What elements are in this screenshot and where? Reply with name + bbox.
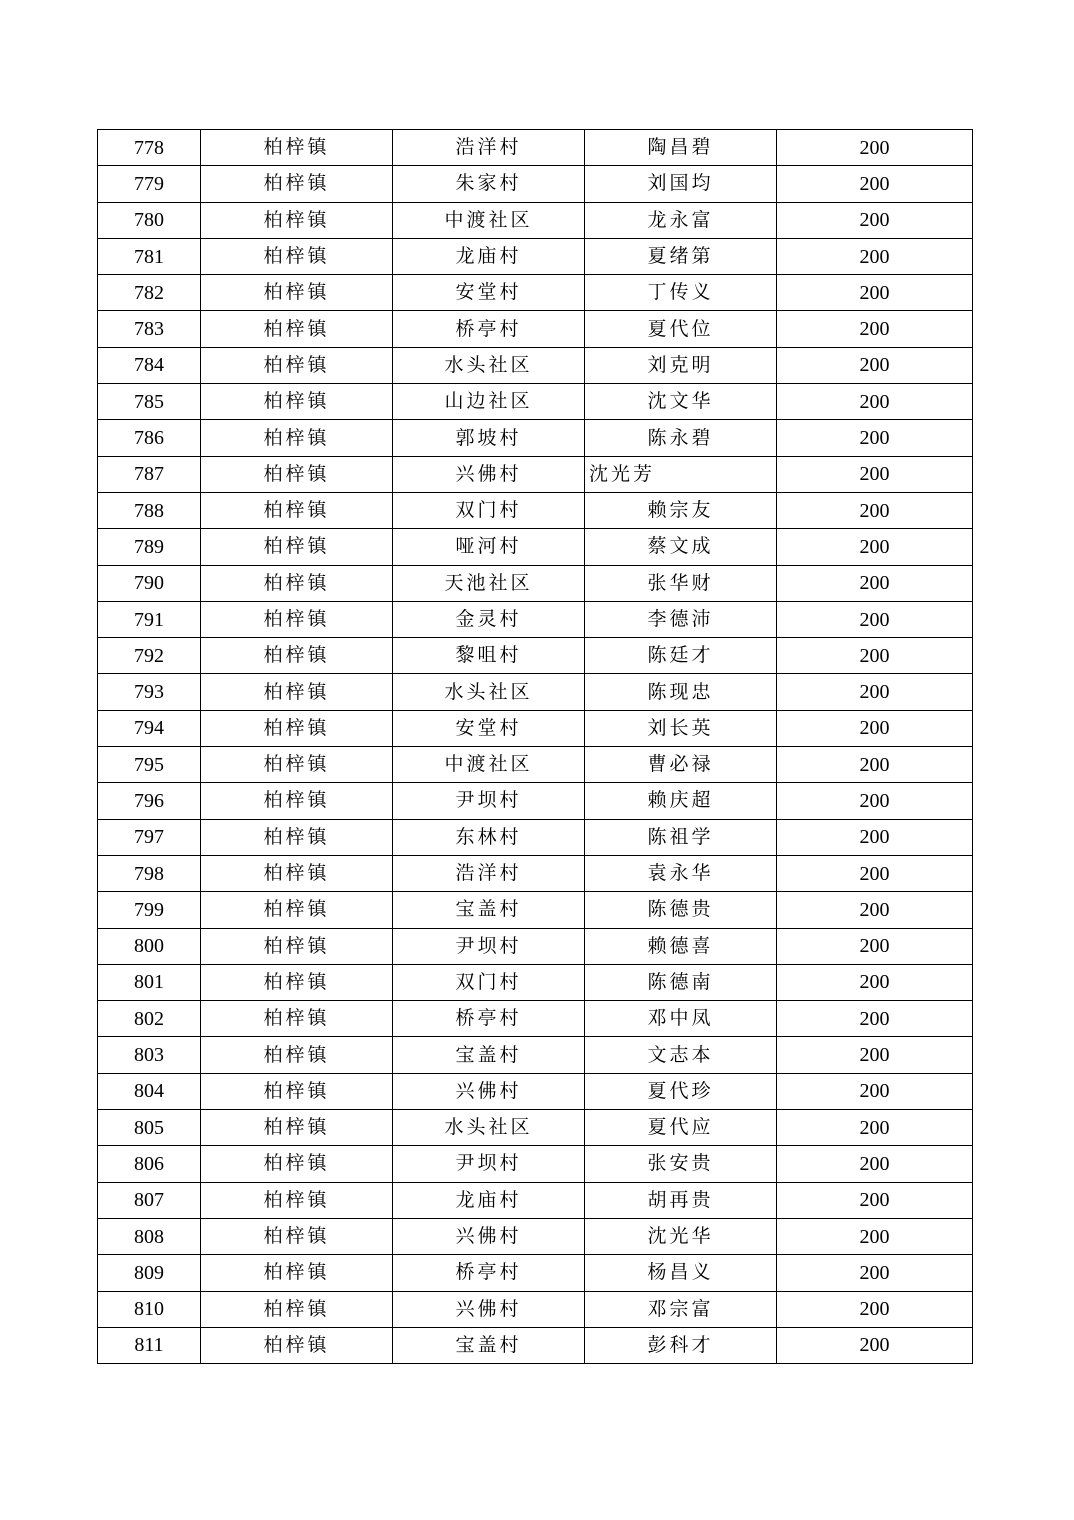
index-cell: 785 xyxy=(98,384,201,420)
town-cell: 柏梓镇 xyxy=(201,855,393,891)
amount-cell: 200 xyxy=(777,1073,973,1109)
amount-cell: 200 xyxy=(777,1001,973,1037)
town-cell: 柏梓镇 xyxy=(201,674,393,710)
amount-cell: 200 xyxy=(777,1255,973,1291)
town-cell: 柏梓镇 xyxy=(201,166,393,202)
town-cell: 柏梓镇 xyxy=(201,1218,393,1254)
table-row xyxy=(98,1110,973,1146)
village-cell: 宝盖村 xyxy=(393,892,585,928)
index-cell: 800 xyxy=(98,928,201,964)
name-cell: 陶昌碧 xyxy=(585,130,777,166)
amount-cell: 200 xyxy=(777,964,973,1000)
index-cell: 805 xyxy=(98,1110,201,1146)
village-cell: 兴佛村 xyxy=(393,1073,585,1109)
index-cell: 796 xyxy=(98,783,201,819)
village-cell: 郭坡村 xyxy=(393,420,585,456)
town-cell: 柏梓镇 xyxy=(201,928,393,964)
index-cell: 792 xyxy=(98,638,201,674)
village-cell: 黎咀村 xyxy=(393,638,585,674)
village-cell: 双门村 xyxy=(393,964,585,1000)
village-cell: 兴佛村 xyxy=(393,456,585,492)
name-cell: 杨昌义 xyxy=(585,1255,777,1291)
town-cell: 柏梓镇 xyxy=(201,1291,393,1327)
town-cell: 柏梓镇 xyxy=(201,710,393,746)
table-row xyxy=(98,166,973,202)
town-cell: 柏梓镇 xyxy=(201,238,393,274)
village-cell: 桥亭村 xyxy=(393,1001,585,1037)
amount-cell: 200 xyxy=(777,420,973,456)
index-cell: 789 xyxy=(98,529,201,565)
town-cell: 柏梓镇 xyxy=(201,275,393,311)
table-row xyxy=(98,855,973,891)
amount-cell: 200 xyxy=(777,456,973,492)
index-cell: 809 xyxy=(98,1255,201,1291)
table-row xyxy=(98,601,973,637)
town-cell: 柏梓镇 xyxy=(201,420,393,456)
village-cell: 中渡社区 xyxy=(393,747,585,783)
name-cell: 陈德贵 xyxy=(585,892,777,928)
index-cell: 787 xyxy=(98,456,201,492)
table-row xyxy=(98,347,973,383)
name-cell: 赖德喜 xyxy=(585,928,777,964)
index-cell: 778 xyxy=(98,130,201,166)
index-cell: 799 xyxy=(98,892,201,928)
name-cell: 龙永富 xyxy=(585,202,777,238)
amount-cell: 200 xyxy=(777,710,973,746)
village-cell: 中渡社区 xyxy=(393,202,585,238)
name-cell: 陈德南 xyxy=(585,964,777,1000)
index-cell: 804 xyxy=(98,1073,201,1109)
roster-table xyxy=(97,129,973,1364)
town-cell: 柏梓镇 xyxy=(201,1255,393,1291)
index-cell: 783 xyxy=(98,311,201,347)
village-cell: 水头社区 xyxy=(393,347,585,383)
index-cell: 808 xyxy=(98,1218,201,1254)
name-cell: 刘国均 xyxy=(585,166,777,202)
town-cell: 柏梓镇 xyxy=(201,1037,393,1073)
village-cell: 水头社区 xyxy=(393,1110,585,1146)
table-row xyxy=(98,384,973,420)
village-cell: 宝盖村 xyxy=(393,1327,585,1363)
index-cell: 780 xyxy=(98,202,201,238)
table-row xyxy=(98,130,973,166)
amount-cell: 200 xyxy=(777,1146,973,1182)
amount-cell: 200 xyxy=(777,1291,973,1327)
village-cell: 尹坝村 xyxy=(393,928,585,964)
village-cell: 宝盖村 xyxy=(393,1037,585,1073)
index-cell: 791 xyxy=(98,601,201,637)
table-row xyxy=(98,202,973,238)
amount-cell: 200 xyxy=(777,855,973,891)
town-cell: 柏梓镇 xyxy=(201,964,393,1000)
amount-cell: 200 xyxy=(777,747,973,783)
amount-cell: 200 xyxy=(777,130,973,166)
index-cell: 801 xyxy=(98,964,201,1000)
table-row xyxy=(98,311,973,347)
name-cell: 袁永华 xyxy=(585,855,777,891)
amount-cell: 200 xyxy=(777,674,973,710)
village-cell: 龙庙村 xyxy=(393,1182,585,1218)
town-cell: 柏梓镇 xyxy=(201,747,393,783)
village-cell: 兴佛村 xyxy=(393,1218,585,1254)
name-cell: 夏代珍 xyxy=(585,1073,777,1109)
index-cell: 779 xyxy=(98,166,201,202)
town-cell: 柏梓镇 xyxy=(201,1001,393,1037)
amount-cell: 200 xyxy=(777,892,973,928)
town-cell: 柏梓镇 xyxy=(201,1110,393,1146)
index-cell: 802 xyxy=(98,1001,201,1037)
index-cell: 795 xyxy=(98,747,201,783)
village-cell: 天池社区 xyxy=(393,565,585,601)
name-cell: 彭科才 xyxy=(585,1327,777,1363)
index-cell: 810 xyxy=(98,1291,201,1327)
name-cell: 张安贵 xyxy=(585,1146,777,1182)
name-cell: 蔡文成 xyxy=(585,529,777,565)
name-cell: 文志本 xyxy=(585,1037,777,1073)
table-row xyxy=(98,710,973,746)
index-cell: 798 xyxy=(98,855,201,891)
table-row xyxy=(98,238,973,274)
index-cell: 807 xyxy=(98,1182,201,1218)
table-row xyxy=(98,747,973,783)
village-cell: 尹坝村 xyxy=(393,783,585,819)
name-cell: 丁传义 xyxy=(585,275,777,311)
village-cell: 金灵村 xyxy=(393,601,585,637)
village-cell: 浩洋村 xyxy=(393,130,585,166)
village-cell: 安堂村 xyxy=(393,710,585,746)
name-cell: 曹必禄 xyxy=(585,747,777,783)
index-cell: 790 xyxy=(98,565,201,601)
amount-cell: 200 xyxy=(777,238,973,274)
town-cell: 柏梓镇 xyxy=(201,601,393,637)
town-cell: 柏梓镇 xyxy=(201,1146,393,1182)
village-cell: 兴佛村 xyxy=(393,1291,585,1327)
index-cell: 786 xyxy=(98,420,201,456)
name-cell: 张华财 xyxy=(585,565,777,601)
amount-cell: 200 xyxy=(777,311,973,347)
index-cell: 811 xyxy=(98,1327,201,1363)
town-cell: 柏梓镇 xyxy=(201,456,393,492)
index-cell: 781 xyxy=(98,238,201,274)
town-cell: 柏梓镇 xyxy=(201,1327,393,1363)
table-row xyxy=(98,456,973,492)
name-cell: 赖庆超 xyxy=(585,783,777,819)
town-cell: 柏梓镇 xyxy=(201,638,393,674)
amount-cell: 200 xyxy=(777,928,973,964)
town-cell: 柏梓镇 xyxy=(201,492,393,528)
amount-cell: 200 xyxy=(777,1182,973,1218)
table-row xyxy=(98,275,973,311)
town-cell: 柏梓镇 xyxy=(201,311,393,347)
amount-cell: 200 xyxy=(777,492,973,528)
town-cell: 柏梓镇 xyxy=(201,1073,393,1109)
village-cell: 山边社区 xyxy=(393,384,585,420)
table-row xyxy=(98,565,973,601)
index-cell: 782 xyxy=(98,275,201,311)
amount-cell: 200 xyxy=(777,347,973,383)
name-cell: 陈祖学 xyxy=(585,819,777,855)
table-row xyxy=(98,783,973,819)
amount-cell: 200 xyxy=(777,638,973,674)
name-cell: 刘克明 xyxy=(585,347,777,383)
name-cell: 夏绪第 xyxy=(585,238,777,274)
village-cell: 安堂村 xyxy=(393,275,585,311)
table-row xyxy=(98,892,973,928)
name-cell: 刘长英 xyxy=(585,710,777,746)
town-cell: 柏梓镇 xyxy=(201,819,393,855)
village-cell: 桥亭村 xyxy=(393,1255,585,1291)
table-row xyxy=(98,1218,973,1254)
index-cell: 784 xyxy=(98,347,201,383)
village-cell: 龙庙村 xyxy=(393,238,585,274)
village-cell: 尹坝村 xyxy=(393,1146,585,1182)
table-row xyxy=(98,529,973,565)
name-cell: 夏代应 xyxy=(585,1110,777,1146)
table-row xyxy=(98,1291,973,1327)
name-cell: 陈廷才 xyxy=(585,638,777,674)
name-cell: 沈文华 xyxy=(585,384,777,420)
amount-cell: 200 xyxy=(777,166,973,202)
name-cell: 沈光芳 xyxy=(585,456,777,492)
name-cell: 胡再贵 xyxy=(585,1182,777,1218)
name-cell: 陈永碧 xyxy=(585,420,777,456)
village-cell: 双门村 xyxy=(393,492,585,528)
amount-cell: 200 xyxy=(777,601,973,637)
table-row xyxy=(98,638,973,674)
village-cell: 桥亭村 xyxy=(393,311,585,347)
amount-cell: 200 xyxy=(777,1110,973,1146)
table-row xyxy=(98,928,973,964)
table-row xyxy=(98,1182,973,1218)
town-cell: 柏梓镇 xyxy=(201,892,393,928)
name-cell: 陈现忠 xyxy=(585,674,777,710)
index-cell: 793 xyxy=(98,674,201,710)
town-cell: 柏梓镇 xyxy=(201,783,393,819)
index-cell: 788 xyxy=(98,492,201,528)
amount-cell: 200 xyxy=(777,202,973,238)
amount-cell: 200 xyxy=(777,275,973,311)
roster-table-body xyxy=(98,130,973,1364)
index-cell: 806 xyxy=(98,1146,201,1182)
town-cell: 柏梓镇 xyxy=(201,529,393,565)
town-cell: 柏梓镇 xyxy=(201,384,393,420)
amount-cell: 200 xyxy=(777,783,973,819)
index-cell: 797 xyxy=(98,819,201,855)
village-cell: 水头社区 xyxy=(393,674,585,710)
name-cell: 赖宗友 xyxy=(585,492,777,528)
table-row xyxy=(98,420,973,456)
table-row xyxy=(98,1001,973,1037)
table-row xyxy=(98,1255,973,1291)
table-row xyxy=(98,1327,973,1363)
amount-cell: 200 xyxy=(777,565,973,601)
town-cell: 柏梓镇 xyxy=(201,1182,393,1218)
amount-cell: 200 xyxy=(777,1327,973,1363)
index-cell: 803 xyxy=(98,1037,201,1073)
amount-cell: 200 xyxy=(777,1218,973,1254)
town-cell: 柏梓镇 xyxy=(201,202,393,238)
table-row xyxy=(98,1037,973,1073)
table-row xyxy=(98,674,973,710)
amount-cell: 200 xyxy=(777,384,973,420)
amount-cell: 200 xyxy=(777,529,973,565)
name-cell: 李德沛 xyxy=(585,601,777,637)
village-cell: 哑河村 xyxy=(393,529,585,565)
town-cell: 柏梓镇 xyxy=(201,565,393,601)
village-cell: 东林村 xyxy=(393,819,585,855)
index-cell: 794 xyxy=(98,710,201,746)
table-row xyxy=(98,964,973,1000)
name-cell: 夏代位 xyxy=(585,311,777,347)
table-row xyxy=(98,1073,973,1109)
town-cell: 柏梓镇 xyxy=(201,347,393,383)
table-row xyxy=(98,492,973,528)
table-row xyxy=(98,819,973,855)
name-cell: 邓宗富 xyxy=(585,1291,777,1327)
village-cell: 浩洋村 xyxy=(393,855,585,891)
amount-cell: 200 xyxy=(777,1037,973,1073)
name-cell: 沈光华 xyxy=(585,1218,777,1254)
amount-cell: 200 xyxy=(777,819,973,855)
name-cell: 邓中凤 xyxy=(585,1001,777,1037)
table-row xyxy=(98,1146,973,1182)
village-cell: 朱家村 xyxy=(393,166,585,202)
town-cell: 柏梓镇 xyxy=(201,130,393,166)
